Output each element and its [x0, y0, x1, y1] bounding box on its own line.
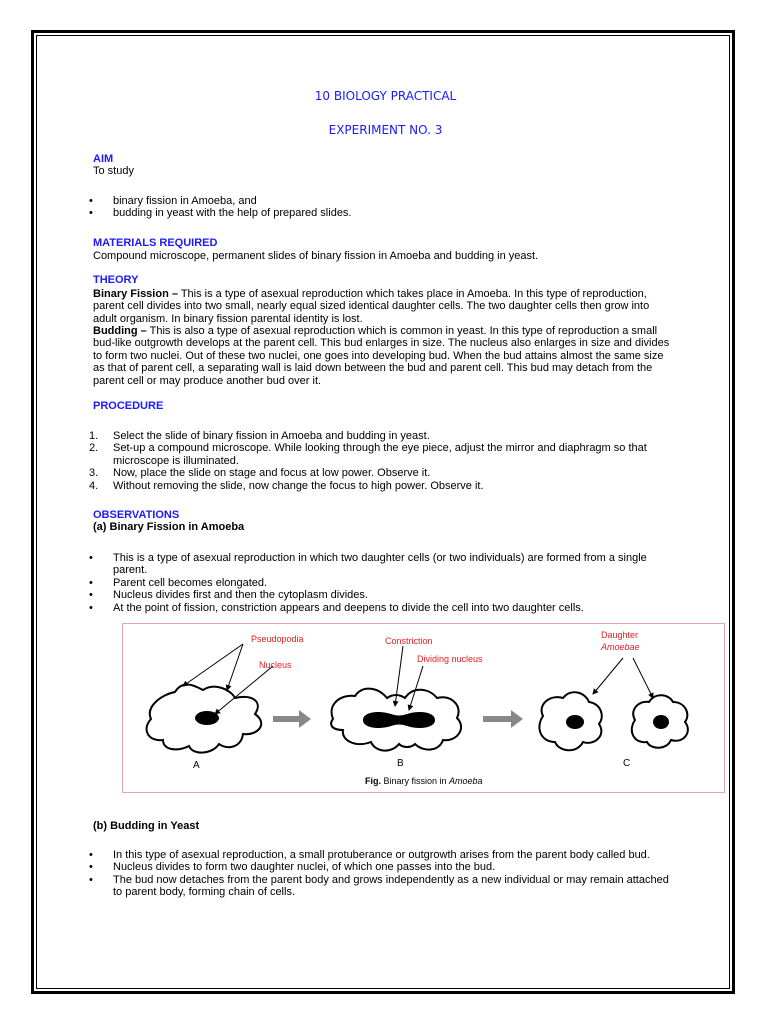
theory-binary-fission [93, 288, 673, 325]
list-item: • Nucleus divides first and then the cytoplasm divides. [93, 589, 673, 601]
pseudopodia-label: Pseudopodia [251, 634, 304, 644]
procedure-step: 1. Select the slide of binary fission in Amoeba and budding in yeast. [89, 430, 430, 442]
list-item: • Parent cell becomes elongated. [93, 577, 673, 589]
daughter-label: Daughter [601, 630, 639, 640]
binary-fission-term: Binary Fission – [93, 288, 178, 300]
list-item: • In this type of asexual reproduction, a small protuberance or outgrowth arises from the parent body called bud. [93, 849, 673, 861]
budding-subheading: (b) Budding in Yeast [93, 820, 200, 832]
procedure-step: 2. Set-up a compound microscope. While looking through the eye piece, adjust the mirror and diaphragm so that microscope is illuminated. [89, 442, 647, 467]
arrow-2 [483, 710, 523, 728]
procedure-heading: PROCEDURE [93, 400, 164, 412]
materials-text: Compound microscope, permanent slides of binary fission in Amoeba and budding in yeast. [93, 250, 539, 262]
binary-fission-subheading: (a) Binary Fission in Amoeba [93, 521, 245, 533]
list-item: • budding in yeast with the help of prepared slides. [93, 207, 673, 219]
nucleus-label: Nucleus [259, 660, 292, 670]
figure-letter-a: A [193, 760, 200, 771]
list-item: • At the point of fission, constriction appears and deepens to divide the cell into two daughter cells. [93, 602, 673, 614]
procedure-list [89, 430, 673, 492]
figure-letter-c: C [623, 758, 631, 769]
theory-heading: THEORY [93, 274, 139, 286]
aim-heading: AIM [93, 153, 114, 165]
amoebae-label: Amoebae [601, 642, 640, 652]
daughter-nucleus-2 [653, 715, 669, 729]
procedure-step: 3. Now, place the slide on stage and focus at low power. Observe it. [89, 467, 431, 480]
list-item: • The bud now detaches from the parent body and grows independently as a new individual or may remain attached to parent body, forming chain of cells. [93, 874, 673, 899]
list-item: • binary fission in Amoeba, and [93, 195, 673, 207]
observations-heading: OBSERVATIONS [93, 509, 180, 521]
materials-heading: MATERIALS REQUIRED [93, 237, 218, 249]
dividing-nucleus-label: Dividing nucleus [417, 654, 483, 664]
binary-fission-list [93, 552, 673, 614]
experiment-number: EXPERIMENT NO. 3 [328, 123, 443, 137]
budding-term: Budding – [93, 325, 147, 337]
arrow-1 [273, 710, 311, 728]
binary-fission-figure [122, 623, 725, 793]
list-item: • This is a type of asexual reproduction in which two daughter cells (or two individuals) are formed from a single parent. [93, 552, 673, 577]
procedure-step: 4. Without removing the slide, now change the focus to high power. Observe it. [89, 479, 484, 492]
list-item: • Nucleus divides to form two daughter nuclei, of which one passes into the bud. [93, 861, 673, 873]
budding-list [93, 849, 673, 899]
constriction-label: Constriction [385, 636, 433, 646]
document-title: 10 BIOLOGY PRACTICAL [314, 89, 457, 103]
budding-text: This is also a type of asexual reproduction which is common in yeast. In this type of reproduction a small bud-like outgrowth develops at the parent cell. This bud enlarges in size. The nucleus also enlarges in size and divides to form two nuclei. Out of these two nuclei, one goes into developing bud. When the bud attains almost the same size as that of parent cell, a separating wall is laid down between the bud and parent cell. This bud may detach from the parent cell or may produce another bud over it. [93, 325, 670, 387]
aim-list [93, 195, 673, 220]
aim-text: To study [93, 165, 134, 177]
binary-fission-text: This is a type of asexual reproduction which takes place in Amoeba. In this type of reproduction, parent cell divides into two small, nearly equal sized identical daughter cells. The two daughter cells then grow into adult organism. In binary fission parental identity is lost. [93, 288, 650, 325]
figure-letter-b: B [397, 758, 404, 769]
theory-budding [93, 325, 673, 387]
figure-caption: Fig. Binary fission in Amoeba [365, 776, 483, 786]
daughter-nucleus-1 [566, 715, 584, 729]
